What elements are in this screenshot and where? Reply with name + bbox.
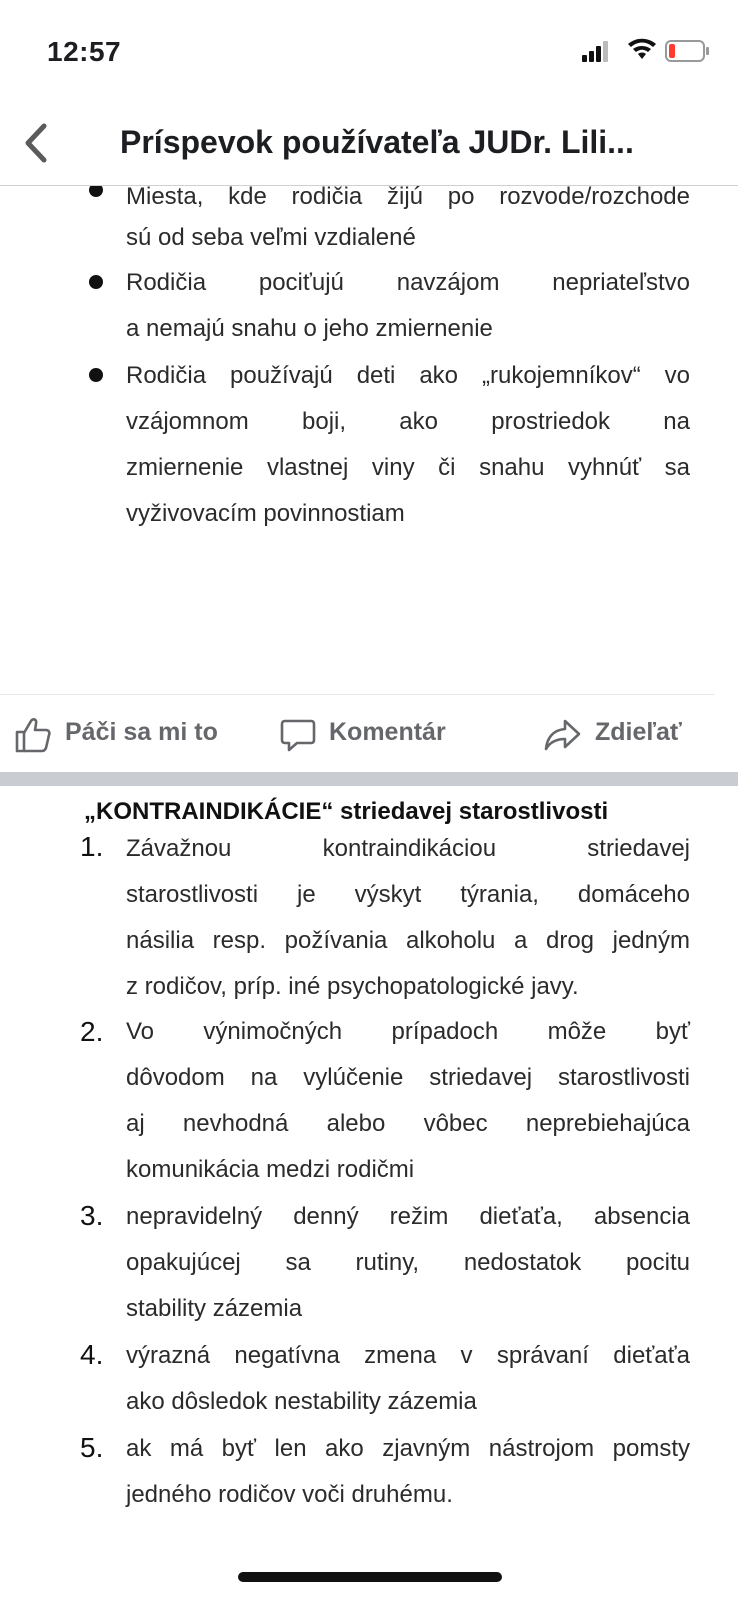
post-text-line: zmiernenie vlastnej viny či snahu vyhnúť sa (126, 454, 690, 481)
bullet-point (89, 275, 103, 289)
post-text-line: vzájomnom boji, ako prostriedok na (126, 408, 690, 435)
post-text-line: vyživovacím povinnostiam (126, 500, 405, 527)
thumbs-up-icon (14, 716, 52, 754)
post-text-line: Miesta, kde rodičia žijú po rozvode/rozchode (126, 186, 690, 210)
nav-header (0, 108, 738, 186)
post-heading: „KONTRAINDIKÁCIE“ striedavej starostlivosti (84, 798, 609, 825)
comment-label: Komentár (329, 718, 446, 746)
post-text-line: Závažnou kontraindikáciou striedavej (126, 835, 690, 862)
battery-low-icon (666, 41, 709, 61)
post-text-line: dôvodom na vylúčenie striedavej starostlivosti (126, 1064, 690, 1091)
list-number: 3. (80, 1200, 104, 1231)
post-text-line: stability zázemia (126, 1295, 303, 1322)
post-text-line: výrazná negatívna zmena v správaní dieťaťa (126, 1342, 690, 1369)
status-icons (582, 38, 712, 68)
post-text-line: ak má byť len ako zjavným nástrojom pomsty (126, 1435, 690, 1462)
wifi-icon (628, 39, 656, 59)
share-button[interactable] (544, 712, 694, 756)
post-text-line: jedného rodičov voči druhému. (126, 1481, 453, 1508)
status-bar (0, 0, 738, 100)
bullet-point (89, 368, 103, 382)
post-text-line: aj nevhodná alebo vôbec neprebiehajúca (126, 1110, 690, 1137)
post-text-line: Vo výnimočných prípadoch môže byť (126, 1018, 690, 1045)
post-text-line: ako dôsledok nestability zázemia (126, 1388, 477, 1415)
post-text-line: Rodičia pociťujú navzájom nepriateľstvo (126, 269, 690, 296)
post-text-line: opakujúcej sa rutiny, nedostatok pocitu (126, 1249, 690, 1276)
post-text-line: Rodičia používajú deti ako „rukojemníkov“ vo (126, 362, 690, 389)
like-label: Páči sa mi to (65, 718, 218, 746)
status-time: 12:57 (47, 36, 122, 67)
post-text-line: nepravidelný denný režim dieťaťa, absencia (126, 1203, 690, 1230)
divider (0, 694, 714, 695)
post-text-line: násilia resp. požívania alkoholu a drog jedným (126, 927, 690, 954)
post-content-numbered (0, 786, 738, 1546)
like-button[interactable] (14, 712, 234, 756)
share-arrow-icon (544, 716, 582, 754)
list-number: 1. (80, 831, 104, 862)
post-text-line: starostlivosti je výskyt týrania, domáceho (126, 881, 690, 908)
bullet-point (89, 186, 103, 197)
post-content-bullets (0, 186, 738, 706)
share-label: Zdieľať (595, 718, 682, 746)
list-number: 2. (80, 1016, 104, 1047)
post-action-bar (0, 700, 738, 768)
back-button[interactable] (16, 118, 56, 168)
list-number: 4. (80, 1339, 104, 1370)
chevron-left-icon (16, 118, 56, 168)
post-text-line: a nemajú snahu o jeho zmiernenie (126, 315, 493, 342)
comment-bubble-icon (279, 716, 317, 754)
post-text-line: komunikácia medzi rodičmi (126, 1156, 415, 1183)
comment-button[interactable] (279, 712, 459, 756)
home-indicator[interactable] (238, 1572, 502, 1582)
post-text-line: sú od seba veľmi vzdialené (126, 224, 416, 251)
cellular-signal-icon (582, 41, 608, 62)
post-text-line: z rodičov, príp. iné psychopatologické javy. (126, 973, 579, 1000)
feed-separator (0, 772, 738, 786)
page-title: Príspevok používateľa JUDr. Lili... (120, 124, 634, 160)
list-number: 5. (80, 1432, 104, 1463)
